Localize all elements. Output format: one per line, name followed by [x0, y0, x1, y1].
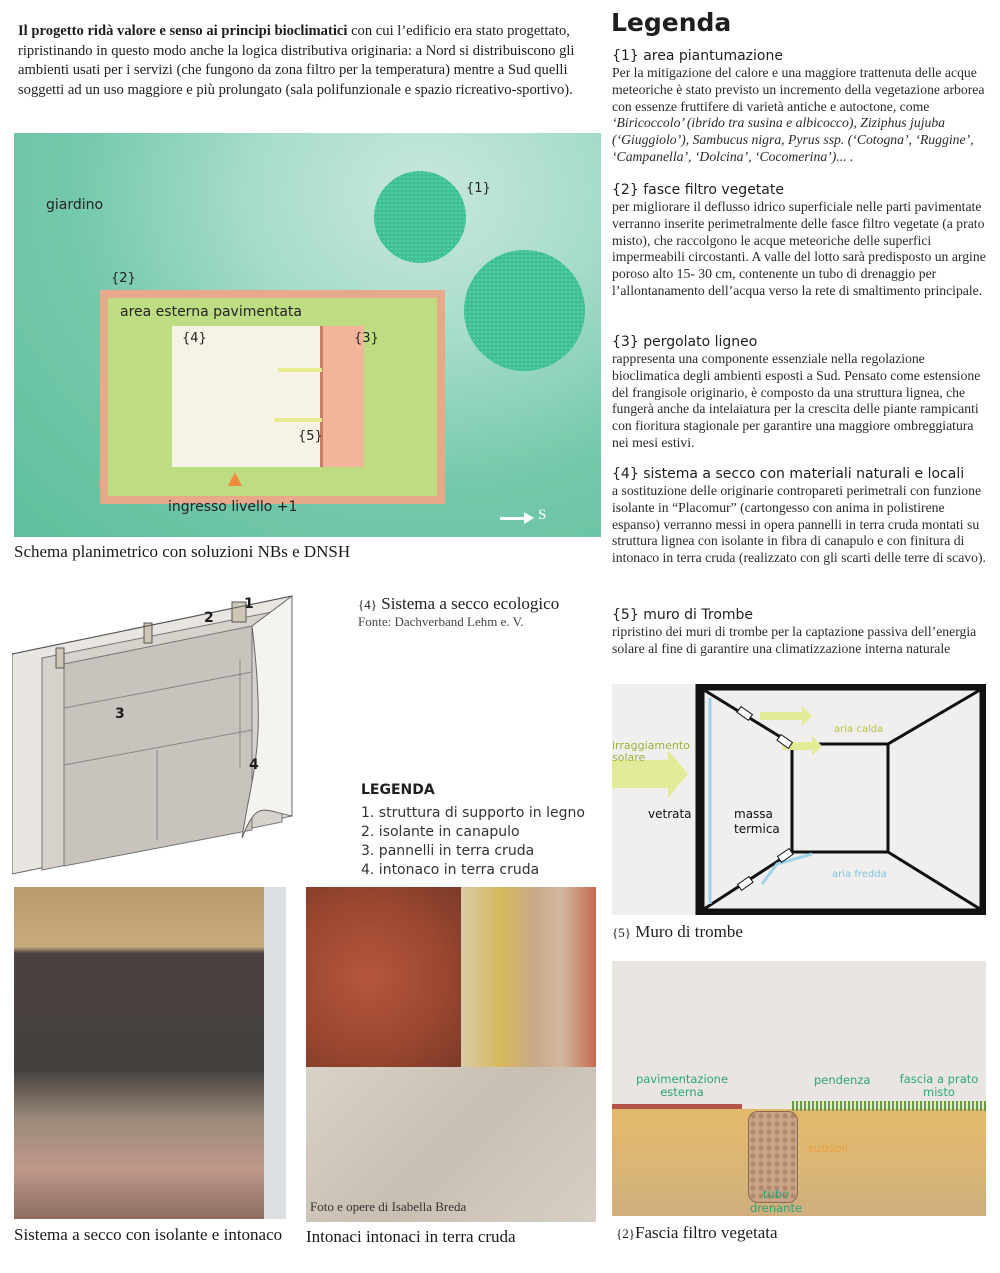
photo-caption-1: Sistema a secco con isolante e intonaco [14, 1225, 283, 1244]
plan-label-1: {1} [466, 181, 491, 196]
plan-label-giardino: giardino [46, 197, 104, 213]
south-arrow-icon [500, 517, 526, 520]
legenda-row-2: 2. isolante in canapulo [361, 824, 520, 840]
plan-label-5: {5} [298, 429, 323, 444]
legend-num-4: {4} [612, 466, 639, 482]
legenda-title: LEGENDA [361, 782, 435, 798]
tree-area-large [464, 250, 585, 371]
wall-label-4: 4 [249, 757, 259, 773]
trombe-caption [612, 922, 743, 942]
legenda-row-3: 3. pannelli in terra cruda [361, 843, 535, 859]
legend-head-1: area piantumazione [643, 48, 783, 64]
trombe-mark-1 [278, 368, 322, 372]
wall-diagram-svg [12, 590, 312, 880]
section-caption-num: {2} [616, 1226, 635, 1241]
section-caption [616, 1223, 778, 1243]
photo-wall-edge [264, 887, 286, 1219]
section-grass [792, 1101, 986, 1111]
wall-source: Fonte: Dachverband Lehm e. V. [358, 614, 524, 629]
wall-label-3: 3 [115, 706, 125, 722]
trombe-label-vetrata: vetrata [648, 807, 692, 821]
photo-samples [461, 887, 596, 1067]
legend-num-1: {1} [612, 48, 639, 64]
legend-italic-1: ‘Biricoccolo’ (ibrido tra susina e albicocco), Ziziphus jujuba (‘Giuggiolo’), Sambucus nigra, Pyrus ssp. (‘Cotogna’, ‘Ruggine’, ‘Campanella’, ‘Dolcina’, ‘Cocomerina’)... . [612, 115, 974, 164]
section-label-subsoil: subsoil [808, 1141, 848, 1155]
legend-item-5 [612, 607, 990, 658]
trombe-caption-num: {5} [612, 925, 631, 940]
wall-title [358, 594, 559, 614]
wall-diagram [12, 590, 312, 880]
site-plan [14, 133, 601, 537]
trombe-label-irr: irraggiamento solare [612, 739, 690, 764]
trombe-label-massa: massa termica [734, 807, 780, 836]
legend-head-3: pergolato ligneo [643, 334, 758, 350]
intro-paragraph [18, 22, 598, 100]
trombe-label-fredda: aria fredda [832, 869, 887, 880]
section-label-pendenza: pendenza [814, 1073, 871, 1087]
intro-text: con cui l’edificio era stato progettato, ripristinando in questo modo anche la logica distributiva originaria: a Nord si distribuiscono gli ambienti usati per i servizi (che fungono da zona filtro per la temperatura) mentre a Sud quelli soggetti ad un uso maggiore e più prolungato (sala polifunzionale e spazio ricreativo-sportivo). [18, 23, 575, 98]
legend-body-2: per migliorare il deflusso idrico superficiale nelle parti pavimentate verranno inserite perimetralmente delle fasce filtro vegetate (a prato misto), che raccolgono le acque meteoriche delle superfici impermeabili circostanti. A valle del lotto sarà predisposto un argine poroso alto 15- 30 cm, contenente un tubo di drenaggio per l’allontanamento dell’acqua verso la rete di smaltimento principale. [612, 199, 986, 298]
legend-item-1 [612, 48, 990, 166]
trombe-caption-text: Muro di trombe [630, 922, 743, 941]
photo-caption-2: Intonaci intonaci in terra cruda [306, 1227, 516, 1246]
plan-label-4: {4} [182, 331, 207, 346]
section-label-pav: pavimentazione esterna [635, 1072, 729, 1099]
legenda-box [361, 782, 585, 880]
entrance-arrow-icon [228, 472, 242, 486]
plan-label-area: area esterna pavimentata [120, 304, 302, 320]
legend-item-4 [612, 466, 990, 567]
wall-title-text: Sistema a secco ecologico [376, 594, 560, 613]
legenda-row-1: 1. struttura di supporto in legno [361, 805, 585, 821]
trombe-svg [612, 684, 986, 915]
trombe-diagram [612, 684, 986, 915]
legend-body-3: rappresenta una componente essenziale nella regolazione bioclimatica degli ambienti esposti a Sud. Pensato come estensione del frangisole originario, è composto da una struttura lignea, che fungerà anche da intelaiatura per la crescita delle piante rampicanti con fioritura stagionale per garantire una maggiore ombreggiatura nei mesi estivi. [612, 351, 981, 450]
legend-body-4: a sostituzione delle originarie contropareti perimetrali con funzione isolante in “Placomur” (cartongesso con anima in polistirene espanso) verranno messi in opera pannelli in terra cruda montati su struttura lignea con isolante in fibra di canapulo e con finitura di intonaco in terra cruda (realizzato con gli scarti delle terre di scavo). [612, 483, 986, 566]
plan-caption: Schema planimetrico con soluzioni NBs e DNSH [14, 542, 351, 561]
legend-head-5: muro di Trombe [643, 607, 754, 623]
intro-bold: Il progetto ridà valore e senso ai principi bioclimatici [18, 23, 348, 39]
plan-label-3: {3} [354, 331, 379, 346]
pergola-block [320, 326, 364, 467]
plan-label-south: S [538, 507, 547, 523]
building-block [172, 326, 322, 467]
legend-num-5: {5} [612, 607, 639, 623]
legend-title: Legenda [611, 8, 732, 37]
legend-item-3 [612, 334, 990, 452]
trombe-mark-2 [274, 418, 322, 422]
trombe-wall-line [320, 326, 323, 467]
plan-label-2: {2} [111, 271, 136, 286]
south-arrow-head-icon [524, 512, 534, 524]
photo-earth-plasters [306, 887, 596, 1222]
plan-label-ingresso: ingresso livello +1 [168, 499, 298, 515]
wall-label-1: 1 [244, 596, 254, 612]
legend-body-5: ripristino dei muri di trombe per la captazione passiva dell’energia solare al fine di garantire una climatizzazione interna naturale [612, 624, 977, 656]
legend-num-3: {3} [612, 334, 639, 350]
photo-credit: Foto e opere di Isabella Breda [310, 1199, 467, 1214]
legend-head-4: sistema a secco con materiali naturali e locali [643, 466, 965, 482]
trombe-label-calda: aria calda [834, 724, 884, 735]
section-label-fascia: fascia a prato misto [899, 1072, 979, 1099]
photo-red-earth [306, 887, 461, 1067]
filter-strip-section [612, 961, 986, 1216]
legend-head-2: fasce filtro vegetate [643, 182, 784, 198]
legend-item-2 [612, 182, 990, 300]
tree-area-small [374, 171, 466, 263]
wall-title-num: {4} [358, 597, 377, 612]
photo-dry-wall [14, 887, 286, 1219]
wall-label-2: 2 [204, 610, 214, 626]
legend-num-2: {2} [612, 182, 639, 198]
section-pavement [612, 1104, 742, 1109]
section-label-tubo: tubo drenante [749, 1187, 803, 1215]
legend-body-1: Per la mitigazione del calore e una maggiore trattenuta delle acque meteoriche è stato previsto un incremento della vegetazione arborea con essenze fruttifere di varietà antiche e autoctone, come [612, 65, 985, 114]
legenda-row-4: 4. intonaco in terra cruda [361, 862, 540, 878]
section-caption-text: Fascia filtro vegetata [634, 1223, 778, 1242]
